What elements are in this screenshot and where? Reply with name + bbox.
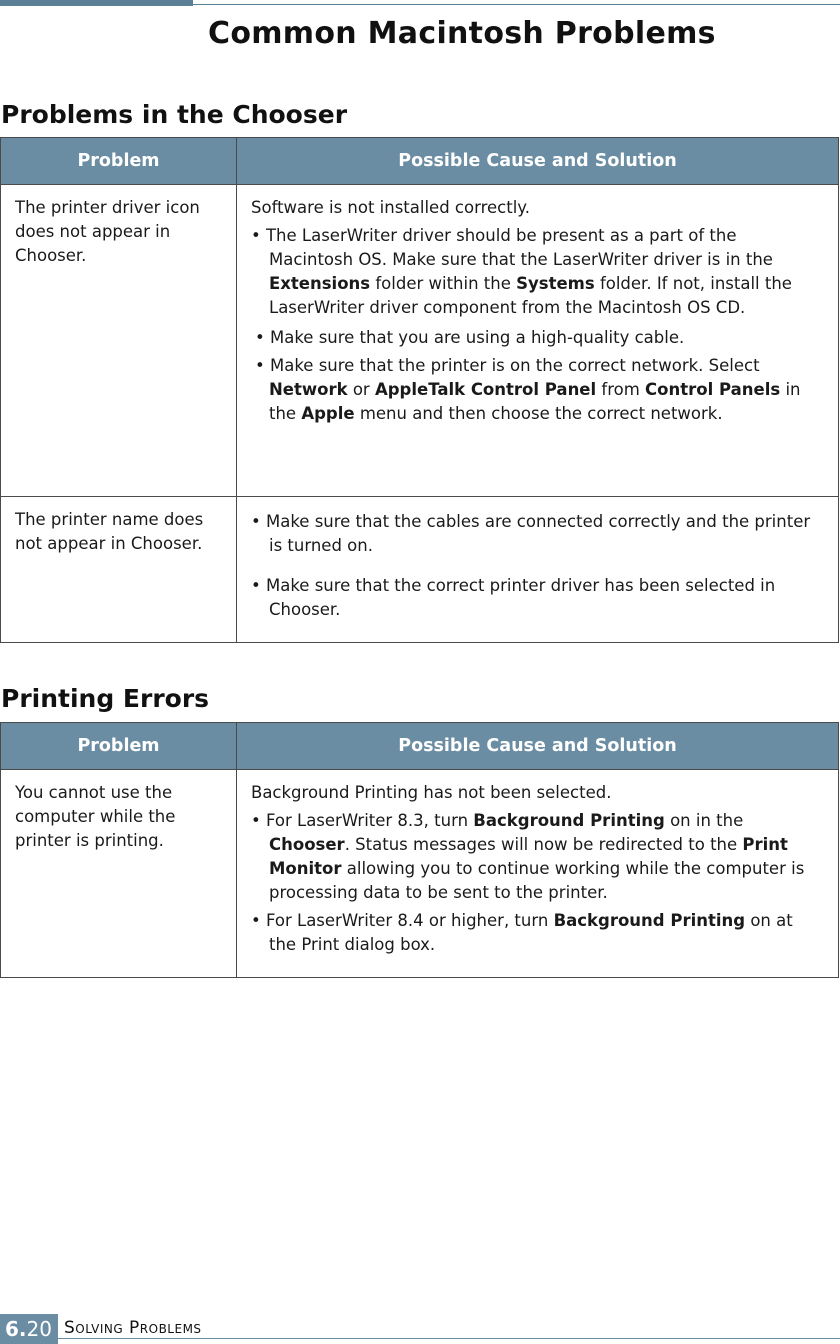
table-header-row bbox=[1, 723, 839, 770]
solution-bullet: • Make sure that the printer is on the correct network. Select Network or AppleTalk Control Panel from Control Panels in the Apple menu and then choose the correct network. bbox=[255, 356, 801, 423]
column-header-solution: Possible Cause and Solution bbox=[237, 138, 839, 185]
solution-bullet: • For LaserWriter 8.3, turn Background Printing on in the Chooser. Status messages will now be redirected to the Print Monitor allowing you to continue working while the computer is processing data to be sent to the printer. bbox=[251, 811, 805, 902]
header-rule bbox=[193, 4, 840, 5]
problem-text: The printer name does not appear in Chooser. bbox=[15, 510, 204, 553]
chooser-problems-table bbox=[0, 137, 839, 643]
chapter-label: Solving Problems bbox=[64, 1318, 202, 1338]
table-row bbox=[1, 770, 839, 978]
solution-cell bbox=[237, 185, 839, 497]
solution-cell bbox=[237, 497, 839, 643]
page-title: Common Macintosh Problems bbox=[208, 16, 716, 51]
problem-cell bbox=[1, 497, 237, 643]
cause-text: Background Printing has not been selected. bbox=[251, 783, 612, 802]
solution-bullet: • For LaserWriter 8.4 or higher, turn Background Printing on at the Print dialog box. bbox=[251, 911, 793, 954]
problem-text: The printer driver icon does not appear in Chooser. bbox=[15, 198, 200, 265]
solution-bullet: • The LaserWriter driver should be present as a part of the Macintosh OS. Make sure that the LaserWriter driver is in the Extensions folder within the Systems folder. If not, install the LaserWriter driver component from the Macintosh OS CD. bbox=[251, 226, 792, 317]
problem-cell bbox=[1, 770, 237, 978]
cause-text: Software is not installed correctly. bbox=[251, 198, 530, 217]
column-header-solution: Possible Cause and Solution bbox=[237, 723, 839, 770]
column-header-problem: Problem bbox=[1, 138, 237, 185]
table-row bbox=[1, 185, 839, 497]
table-row bbox=[1, 497, 839, 643]
page-number: 6.20 bbox=[5, 1317, 52, 1341]
column-header-problem: Problem bbox=[1, 723, 237, 770]
problem-cell bbox=[1, 185, 237, 497]
header-accent-bar bbox=[0, 0, 193, 6]
solution-bullet: • Make sure that the correct printer driver has been selected in Chooser. bbox=[251, 576, 776, 619]
section-title-printing-errors: Printing Errors bbox=[1, 684, 210, 713]
solution-cell bbox=[237, 770, 839, 978]
solution-bullet: • Make sure that the cables are connected correctly and the printer is turned on. bbox=[251, 512, 811, 555]
problem-text: You cannot use the computer while the printer is printing. bbox=[15, 783, 176, 850]
footer-rule bbox=[58, 1338, 840, 1339]
printing-errors-table bbox=[0, 722, 839, 978]
table-header-row bbox=[1, 138, 839, 185]
solution-bullet: • Make sure that you are using a high-quality cable. bbox=[255, 328, 685, 347]
section-title-chooser: Problems in the Chooser bbox=[1, 100, 348, 129]
